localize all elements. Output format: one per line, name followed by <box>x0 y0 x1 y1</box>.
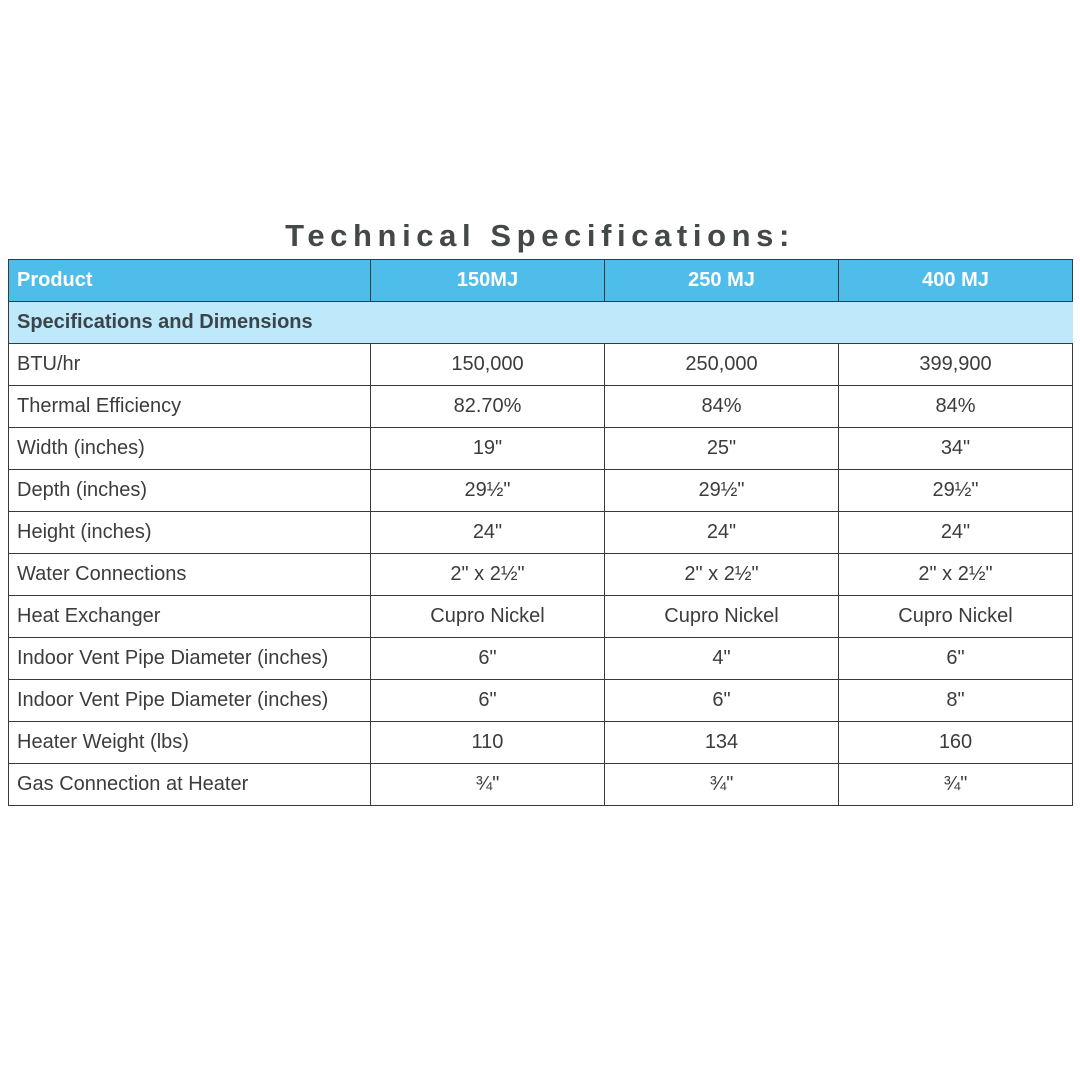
cell-250mj: 4" <box>605 638 839 680</box>
table-row <box>9 386 1073 428</box>
row-label: Indoor Vent Pipe Diameter (inches) <box>9 680 371 722</box>
row-label: Depth (inches) <box>9 470 371 512</box>
cell-150mj: 29½" <box>371 470 605 512</box>
table-row <box>9 344 1073 386</box>
table-row <box>9 638 1073 680</box>
cell-250mj: 25" <box>605 428 839 470</box>
cell-150mj: ¾" <box>371 764 605 806</box>
cell-400mj: 24" <box>839 512 1073 554</box>
row-label: Heater Weight (lbs) <box>9 722 371 764</box>
cell-250mj: 24" <box>605 512 839 554</box>
column-header-product: Product <box>9 260 371 302</box>
row-label: Water Connections <box>9 554 371 596</box>
table-row <box>9 512 1073 554</box>
cell-150mj: Cupro Nickel <box>371 596 605 638</box>
row-label: Height (inches) <box>9 512 371 554</box>
table-row <box>9 428 1073 470</box>
table-row <box>9 722 1073 764</box>
column-header-250mj: 250 MJ <box>605 260 839 302</box>
cell-400mj: 399,900 <box>839 344 1073 386</box>
cell-150mj: 6" <box>371 638 605 680</box>
section-label: Specifications and Dimensions <box>9 302 1073 344</box>
cell-250mj: ¾" <box>605 764 839 806</box>
cell-400mj: 29½" <box>839 470 1073 512</box>
table-row <box>9 680 1073 722</box>
table-row <box>9 554 1073 596</box>
cell-150mj: 19" <box>371 428 605 470</box>
cell-250mj: 84% <box>605 386 839 428</box>
cell-250mj: Cupro Nickel <box>605 596 839 638</box>
cell-400mj: Cupro Nickel <box>839 596 1073 638</box>
cell-400mj: 34" <box>839 428 1073 470</box>
cell-400mj: 160 <box>839 722 1073 764</box>
specifications-table <box>8 259 1073 806</box>
cell-250mj: 6" <box>605 680 839 722</box>
column-header-400mj: 400 MJ <box>839 260 1073 302</box>
row-label: Indoor Vent Pipe Diameter (inches) <box>9 638 371 680</box>
table-row <box>9 764 1073 806</box>
cell-150mj: 24" <box>371 512 605 554</box>
row-label: BTU/hr <box>9 344 371 386</box>
row-label: Heat Exchanger <box>9 596 371 638</box>
section-row <box>9 302 1073 344</box>
cell-150mj: 110 <box>371 722 605 764</box>
cell-400mj: 84% <box>839 386 1073 428</box>
cell-150mj: 150,000 <box>371 344 605 386</box>
table-row <box>9 470 1073 512</box>
cell-150mj: 2" x 2½" <box>371 554 605 596</box>
row-label: Thermal Efficiency <box>9 386 371 428</box>
cell-250mj: 250,000 <box>605 344 839 386</box>
cell-150mj: 6" <box>371 680 605 722</box>
cell-250mj: 29½" <box>605 470 839 512</box>
cell-150mj: 82.70% <box>371 386 605 428</box>
cell-250mj: 2" x 2½" <box>605 554 839 596</box>
row-label: Width (inches) <box>9 428 371 470</box>
column-header-150mj: 150MJ <box>371 260 605 302</box>
cell-400mj: 2" x 2½" <box>839 554 1073 596</box>
table-row <box>9 596 1073 638</box>
cell-400mj: ¾" <box>839 764 1073 806</box>
page-title: Technical Specifications: <box>285 218 795 253</box>
cell-400mj: 8" <box>839 680 1073 722</box>
cell-250mj: 134 <box>605 722 839 764</box>
table-header-row <box>9 260 1073 302</box>
cell-400mj: 6" <box>839 638 1073 680</box>
row-label: Gas Connection at Heater <box>9 764 371 806</box>
